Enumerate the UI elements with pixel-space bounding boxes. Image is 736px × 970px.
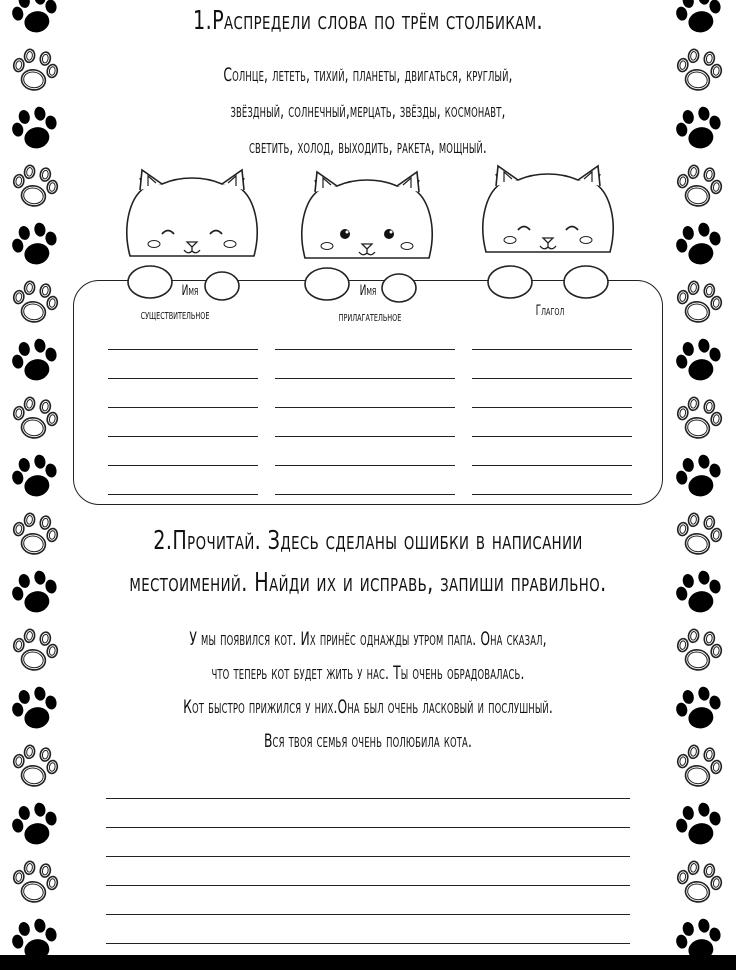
story-line: что теперь кот будет жить у нас. Ты очень обрадовалась.	[211, 662, 525, 684]
write-line[interactable]	[275, 349, 455, 350]
column-label-noun-line1: Имя	[181, 283, 199, 299]
task2-title-line1: 2.Прочитай. Здесь сделаны ошибки в написании	[153, 526, 583, 556]
paw-print-filled-icon	[10, 802, 60, 848]
column-label-verb: Глагол	[535, 303, 565, 319]
answer-line[interactable]	[106, 943, 630, 944]
paw-print-filled-icon	[674, 570, 724, 616]
word-list-line: Солнце, лететь, тихий, планеты, двигаться, круглый,	[223, 64, 513, 86]
paw-print-filled-icon	[674, 454, 724, 500]
paw-print-outline-icon	[10, 396, 60, 442]
paw-print-outline-icon	[674, 860, 724, 906]
paw-print-filled-icon	[10, 338, 60, 384]
cat-icon	[483, 166, 613, 298]
paw-print-filled-icon	[10, 570, 60, 616]
paw-print-outline-icon	[10, 860, 60, 906]
word-list-line: звёздный, солнечный,мерцать, звёзды, космонавт,	[230, 100, 506, 122]
paw-print-outline-icon	[674, 396, 724, 442]
paw-print-filled-icon	[10, 454, 60, 500]
write-line[interactable]	[108, 378, 258, 379]
write-line[interactable]	[472, 436, 632, 437]
cat-illustrations	[0, 0, 736, 320]
bottom-bar	[0, 955, 736, 970]
write-line[interactable]	[275, 378, 455, 379]
cat-icon	[127, 170, 257, 300]
story-line: Кот быстро прижился у них.Она был очень ласковый и послушный.	[183, 696, 553, 718]
write-line[interactable]	[108, 349, 258, 350]
paw-print-outline-icon	[10, 512, 60, 558]
write-line[interactable]	[472, 407, 632, 408]
answer-line[interactable]	[106, 856, 630, 857]
paw-print-filled-icon	[674, 338, 724, 384]
paw-print-filled-icon	[674, 802, 724, 848]
word-list-line: светить, холод, выходить, ракета, мощный.	[249, 136, 487, 158]
write-line[interactable]	[108, 465, 258, 466]
write-line[interactable]	[108, 436, 258, 437]
write-line[interactable]	[472, 465, 632, 466]
paw-print-filled-icon	[10, 686, 60, 732]
column-label-adjective-line1: Имя	[359, 283, 377, 299]
task2-title-line2: местоимений. Найди их и исправь, запиши правильно.	[129, 568, 607, 598]
write-line[interactable]	[275, 436, 455, 437]
column-label-noun-line2: существительное	[140, 307, 210, 323]
write-line[interactable]	[275, 465, 455, 466]
answer-line[interactable]	[106, 827, 630, 828]
answer-line[interactable]	[106, 798, 630, 799]
column-label-adjective-line2: прилагательное	[338, 309, 402, 325]
answer-line[interactable]	[106, 885, 630, 886]
write-line[interactable]	[108, 407, 258, 408]
paw-print-filled-icon	[674, 686, 724, 732]
write-line[interactable]	[472, 494, 632, 495]
paw-print-outline-icon	[674, 744, 724, 790]
write-line[interactable]	[472, 349, 632, 350]
answer-line[interactable]	[106, 914, 630, 915]
write-line[interactable]	[275, 407, 455, 408]
story-line: У мы появился кот. Их принёс однажды утром папа. Она сказал,	[189, 628, 547, 650]
task1-title: 1.Распредели слова по трём столбикам.	[192, 6, 544, 36]
write-line[interactable]	[275, 494, 455, 495]
story-line: Вся твоя семья очень полюбила кота.	[263, 730, 473, 752]
paw-print-outline-icon	[10, 628, 60, 674]
paw-print-outline-icon	[674, 628, 724, 674]
write-line[interactable]	[472, 378, 632, 379]
write-line[interactable]	[108, 494, 258, 495]
paw-print-outline-icon	[674, 512, 724, 558]
paw-print-outline-icon	[10, 744, 60, 790]
